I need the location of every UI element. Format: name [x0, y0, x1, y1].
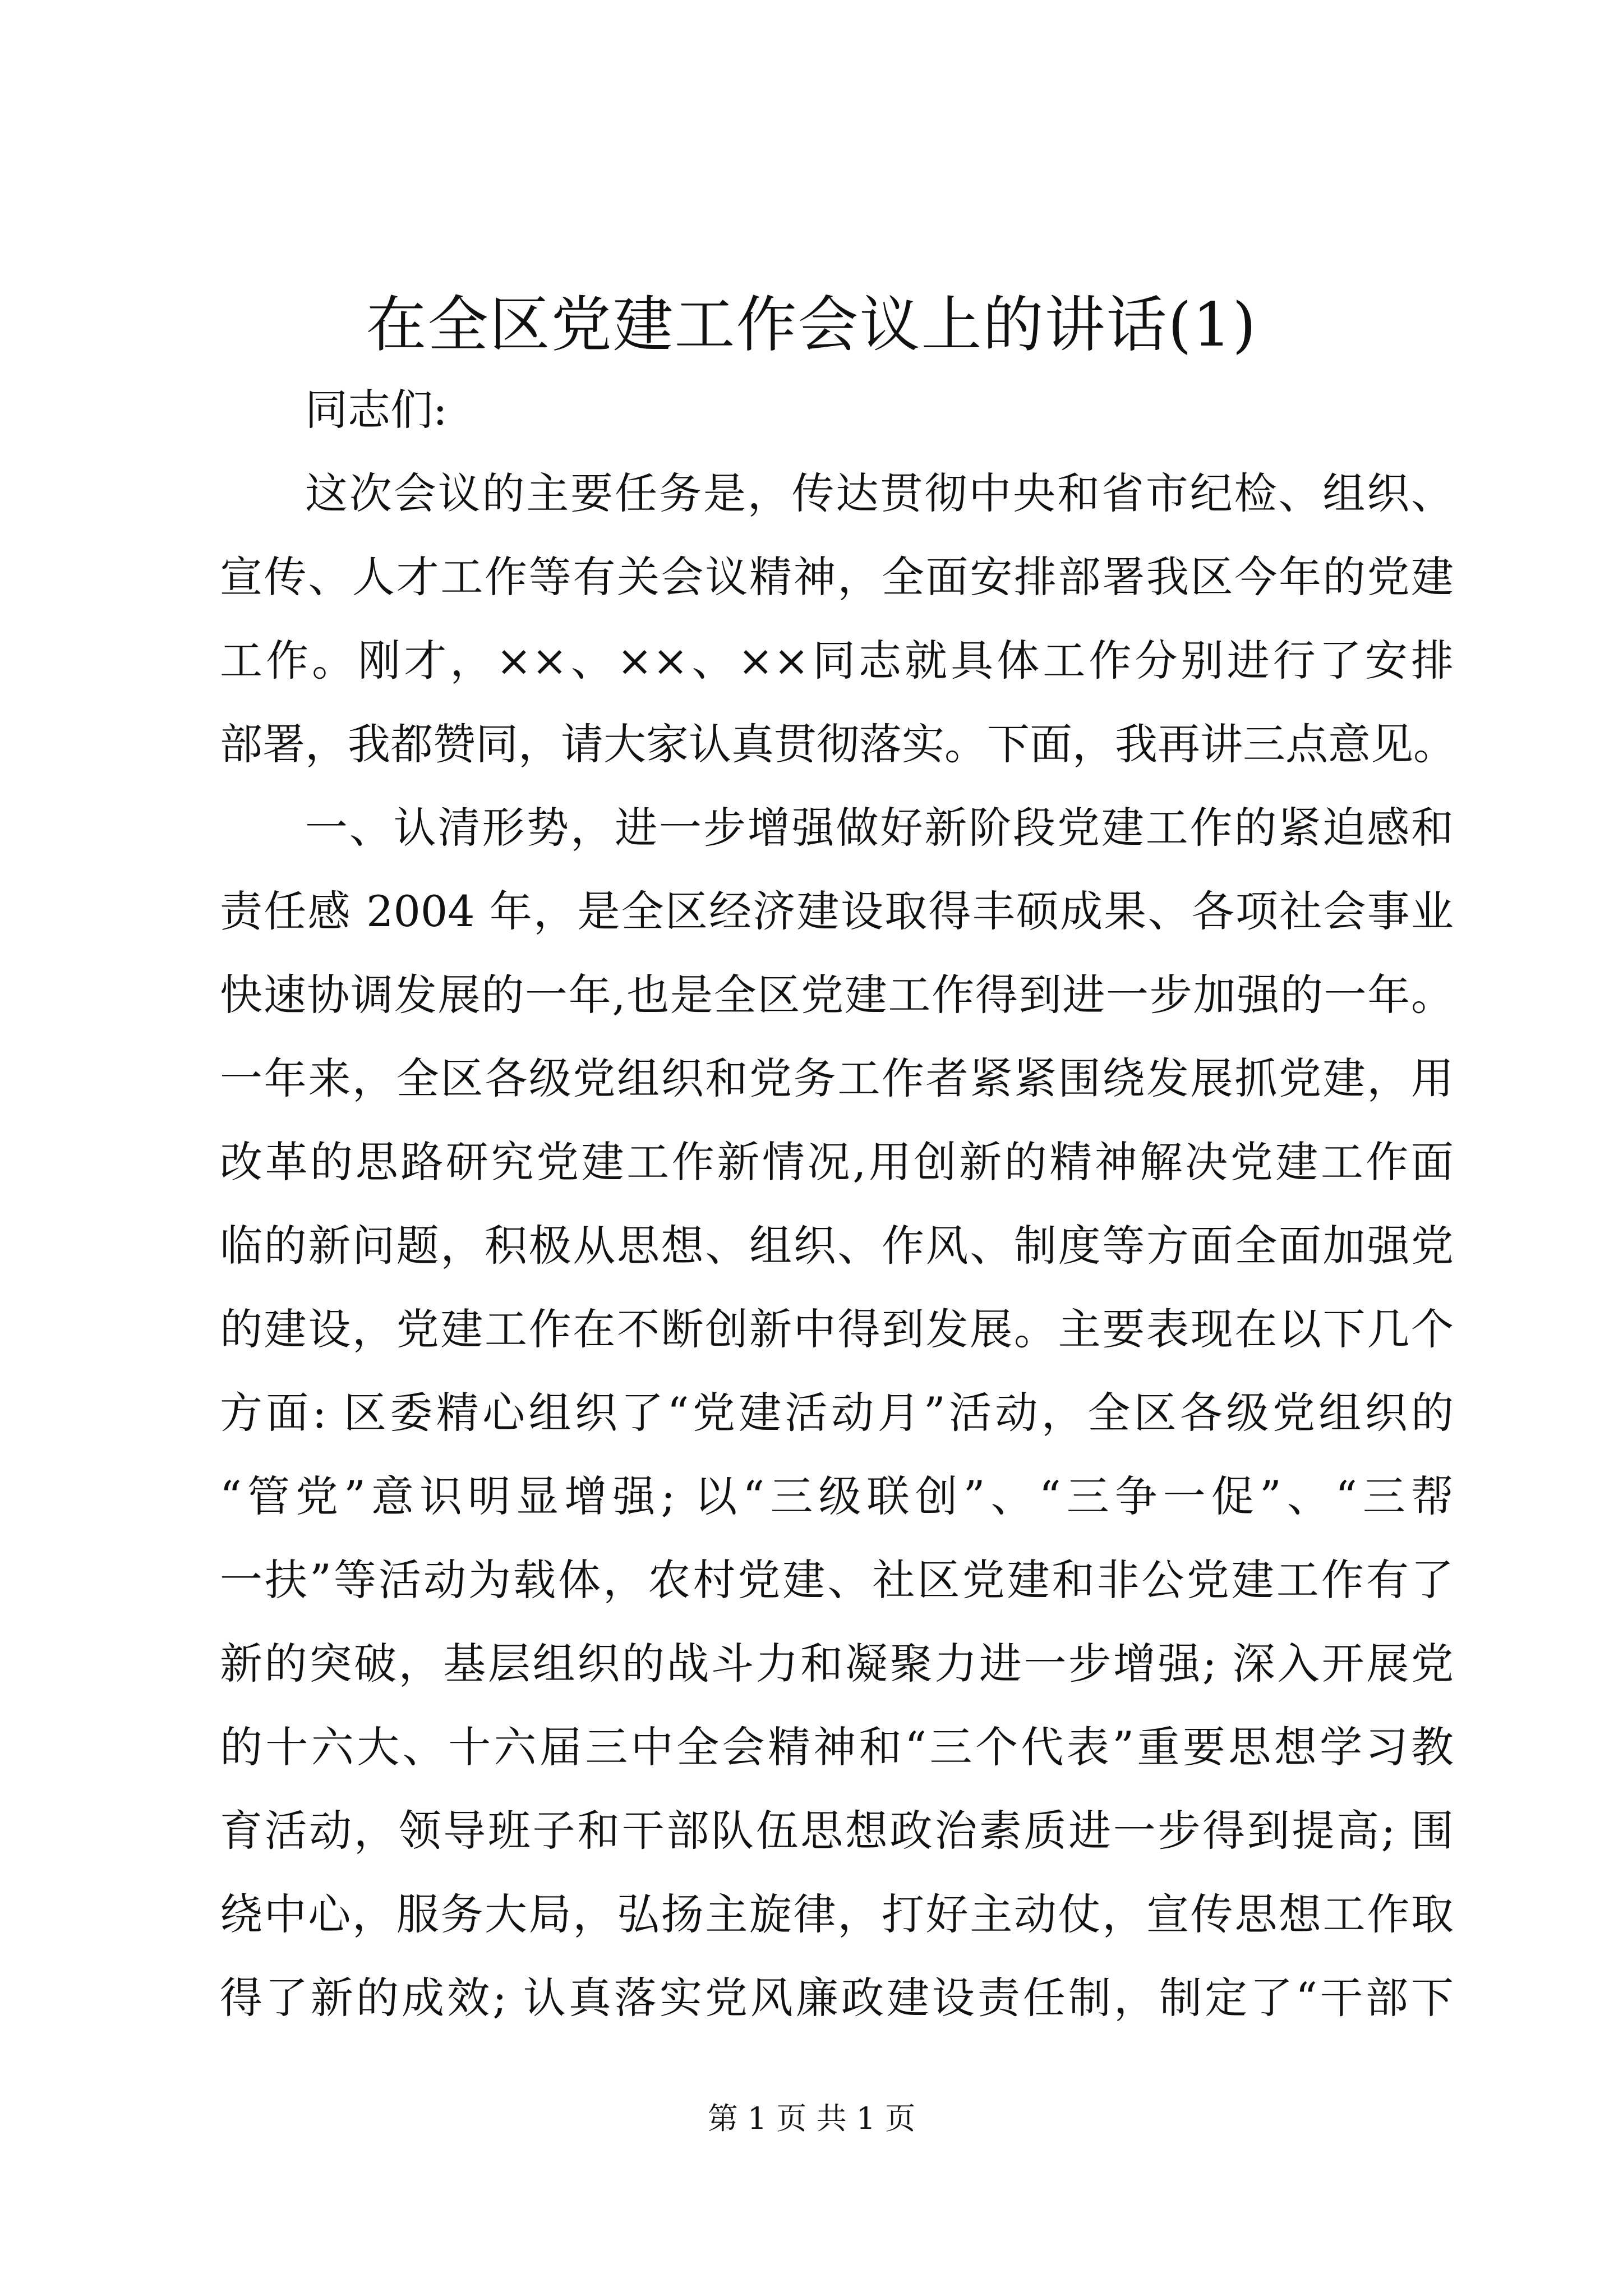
page-footer: 第 1 页 共 1 页 — [707, 2101, 916, 2136]
text-line: 这次会议的主要任务是，传达贯彻中央和省市纪检、组织、 — [305, 468, 1454, 518]
text-line: 绕中心，服务大局，弘扬主旋律，打好主动仗，宣传思想工作取 — [220, 1889, 1454, 1939]
text-line: 一扶”等活动为载体，农村党建、社区党建和非公党建工作有了 — [220, 1555, 1454, 1605]
text-line: 快速协调发展的一年,也是全区党建工作得到进一步加强的一年。 — [220, 970, 1454, 1020]
salutation-line: 同志们: — [305, 385, 448, 435]
section-heading-line: 一、认清形势，进一步增强做好新阶段党建工作的紧迫感和 — [305, 803, 1454, 853]
text-line: 的建设，党建工作在不断创新中得到发展。主要表现在以下几个 — [220, 1304, 1454, 1354]
text-line: 育活动，领导班子和干部队伍思想政治素质进一步得到提高; 围 — [220, 1806, 1454, 1856]
text-line: 得了新的成效; 认真落实党风廉政建设责任制，制定了“干部下 — [220, 1973, 1454, 2023]
text-line: 方面: 区委精心组织了“党建活动月”活动，全区各级党组织的 — [220, 1388, 1454, 1438]
text-line: 部署，我都赞同，请大家认真贯彻落实。下面，我再讲三点意见。 — [220, 719, 1456, 769]
text-line: 新的突破，基层组织的战斗力和凝聚力进一步增强; 深入开展党 — [220, 1639, 1454, 1688]
document-body — [220, 368, 1454, 2040]
text-line: 工作。刚才，××、××、××同志就具体工作分别进行了安排 — [220, 636, 1454, 685]
text-line: 宣传、人才工作等有关会议精神，全面安排部署我区今年的党建 — [220, 552, 1454, 602]
document-title: 在全区党建工作会议上的讲话(1) — [366, 290, 1257, 360]
text-line: 一年来，全区各级党组织和党务工作者紧紧围绕发展抓党建，用 — [220, 1053, 1454, 1103]
text-line: 的十六大、十六届三中全会精神和“三个代表”重要思想学习教 — [220, 1722, 1454, 1772]
text-line: 改革的思路研究党建工作新情况,用创新的精神解决党建工作面 — [220, 1137, 1454, 1187]
text-line: 责任感 2004 年，是全区经济建设取得丰硕成果、各项社会事业 — [220, 886, 1454, 936]
text-line: 临的新问题，积极从思想、组织、作风、制度等方面全面加强党 — [220, 1221, 1454, 1271]
text-line: “管党”意识明显增强; 以“三级联创”、“三争一促”、“三帮 — [220, 1471, 1454, 1521]
